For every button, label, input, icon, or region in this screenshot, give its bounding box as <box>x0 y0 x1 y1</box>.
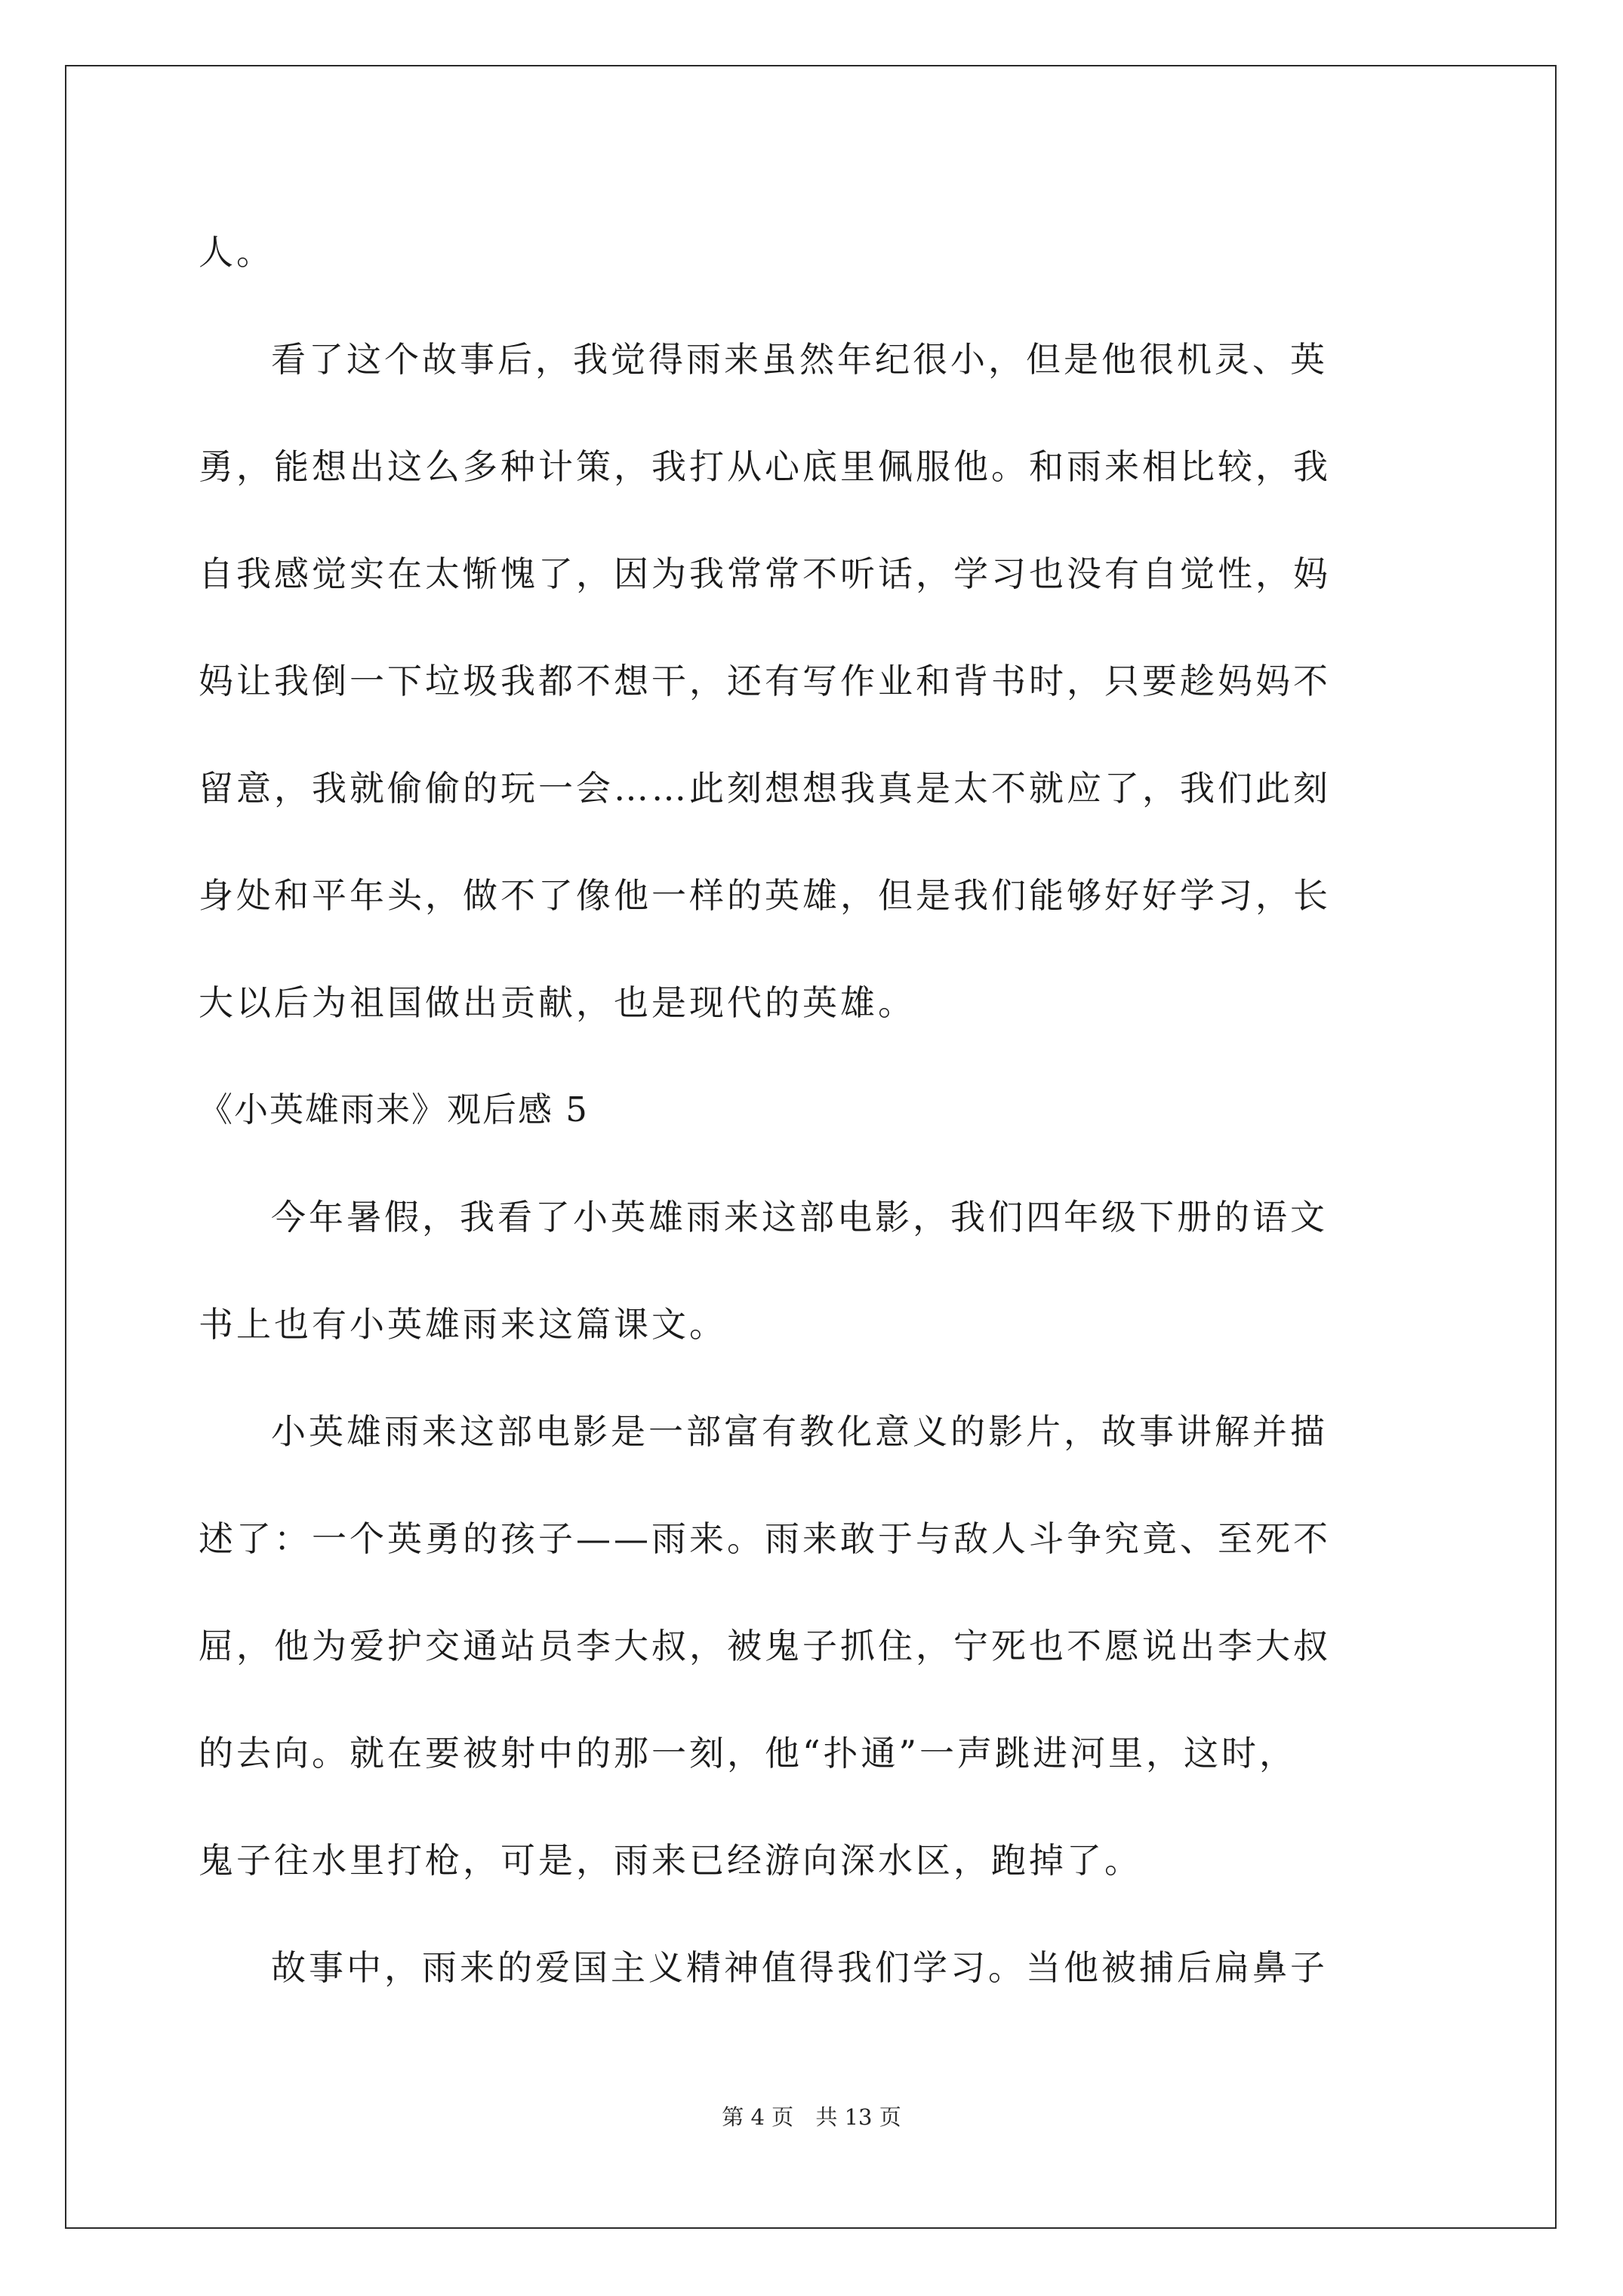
page-number: 第 4 页 <box>722 2104 794 2130</box>
text-line: 屈，他为爱护交通站员李大叔，被鬼子抓住，宁死也不愿说出李大叔 <box>199 1626 1331 1666</box>
text-line: 勇，能想出这么多种计策，我打从心底里佩服他。和雨来相比较，我 <box>199 446 1331 487</box>
page-total: 共 13 页 <box>815 2104 901 2130</box>
page-footer <box>0 2102 1623 2132</box>
text-line: 述了：一个英勇的孩子——雨来。雨来敢于与敌人斗争究竟、至死不 <box>199 1518 1331 1559</box>
text-line: 妈让我倒一下垃圾我都不想干，还有写作业和背书时，只要趁妈妈不 <box>199 661 1331 701</box>
text-line: 人。 <box>199 232 274 273</box>
text-line: 看了这个故事后，我觉得雨来虽然年纪很小，但是他很机灵、英 <box>271 339 1328 380</box>
section-heading: 《小英雄雨来》观后感 5 <box>199 1089 589 1130</box>
text-line: 身处和平年头，做不了像他一样的英雄，但是我们能够好好学习，长 <box>199 875 1331 916</box>
text-line: 鬼子往水里打枪，可是，雨来已经游向深水区，跑掉了。 <box>199 1840 1142 1881</box>
text-line: 的去向。就在要被射中的那一刻，他“扑通”一声跳进河里，这时， <box>199 1733 1298 1774</box>
document-body <box>199 199 1434 2021</box>
text-line: 大以后为祖国做出贡献，也是现代的英雄。 <box>199 982 916 1023</box>
text-line: 留意，我就偷偷的玩一会……此刻想想我真是太不就应了，我们此刻 <box>199 768 1331 809</box>
text-line: 书上也有小英雄雨来这篇课文。 <box>199 1304 727 1345</box>
text-line: 小英雄雨来这部电影是一部富有教化意义的影片，故事讲解并描 <box>271 1411 1328 1452</box>
text-line: 故事中，雨来的爱国主义精神值得我们学习。当他被捕后扁鼻子 <box>271 1947 1328 1988</box>
text-line: 自我感觉实在太惭愧了，因为我常常不听话，学习也没有自觉性，妈 <box>199 553 1331 594</box>
text-line: 今年暑假，我看了小英雄雨来这部电影，我们四年级下册的语文 <box>271 1197 1328 1237</box>
